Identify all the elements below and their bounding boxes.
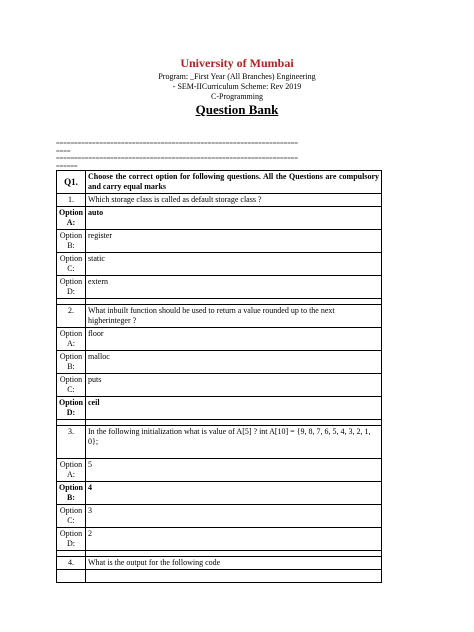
question-row — [57, 557, 382, 570]
option-row — [57, 207, 382, 230]
question-row — [57, 426, 382, 459]
spacer-cell — [57, 570, 86, 583]
document-title: Question Bank — [195, 102, 279, 117]
option-label: Option B: — [57, 482, 86, 505]
program-line: Program: _First Year (All Branches) Engineering — [158, 72, 316, 81]
option-label: Option B: — [57, 230, 86, 253]
option-row — [57, 328, 382, 351]
university-name: University of Mumbai — [180, 56, 294, 70]
option-row — [57, 276, 382, 299]
option-label: Option B: — [57, 351, 86, 374]
separator-text: ====== — [56, 163, 78, 170]
question-number: 4. — [57, 557, 86, 570]
question-number: 1. — [57, 194, 86, 207]
question-text: What is the output for the following code — [86, 557, 382, 570]
option-value: 5 — [86, 459, 382, 482]
question-text: Which storage class is called as default storage class ? — [86, 194, 382, 207]
option-value: floor — [86, 328, 382, 351]
option-row — [57, 397, 382, 420]
question-row — [57, 305, 382, 328]
separator-text: ==== — [56, 148, 71, 155]
separator-line-1 — [56, 140, 378, 156]
intro-text: Choose the correct option for following questions. All the Questions are compulsory and carry equal marks — [86, 171, 382, 194]
option-row — [57, 459, 382, 482]
subject-line: C-Programming — [211, 92, 263, 101]
intro-label: Q1. — [57, 171, 86, 194]
question-text: In the following initialization what is value of A[5] ? int A[10] = {9, 8, 7, 6, 5, 4, 3, 2, 1, 0}; — [86, 426, 382, 459]
option-value: malloc — [86, 351, 382, 374]
separator-text: =================================================================== — [56, 155, 299, 162]
question-number: 3. — [57, 426, 86, 459]
separator-text: =================================================================== — [56, 140, 299, 147]
question-row — [57, 194, 382, 207]
option-value: static — [86, 253, 382, 276]
option-row — [57, 482, 382, 505]
separator-line-2 — [56, 155, 378, 171]
option-row — [57, 374, 382, 397]
option-value: 4 — [86, 482, 382, 505]
option-label: Option A: — [57, 207, 86, 230]
option-value: extern — [86, 276, 382, 299]
option-label: Option C: — [57, 505, 86, 528]
option-value: 3 — [86, 505, 382, 528]
option-label: Option D: — [57, 528, 86, 551]
option-row — [57, 351, 382, 374]
intro-row — [57, 171, 382, 194]
question-text: What inbuilt function should be used to return a value rounded up to the next higherinteger ? — [86, 305, 382, 328]
spacer-row — [57, 570, 382, 583]
option-value: register — [86, 230, 382, 253]
question-number: 2. — [57, 305, 86, 328]
option-row — [57, 253, 382, 276]
option-label: Option D: — [57, 397, 86, 420]
option-label: Option C: — [57, 253, 86, 276]
option-row — [57, 528, 382, 551]
option-label: Option C: — [57, 374, 86, 397]
option-row — [57, 505, 382, 528]
semester-line: - SEM-IICurriculum Scheme: Rev 2019 — [172, 82, 302, 91]
option-label: Option A: — [57, 459, 86, 482]
option-value: ceil — [86, 397, 382, 420]
option-label: Option A: — [57, 328, 86, 351]
option-value: 2 — [86, 528, 382, 551]
question-table — [56, 170, 382, 583]
option-row — [57, 230, 382, 253]
option-value: auto — [86, 207, 382, 230]
spacer-cell — [86, 570, 382, 583]
option-value: puts — [86, 374, 382, 397]
option-label: Option D: — [57, 276, 86, 299]
